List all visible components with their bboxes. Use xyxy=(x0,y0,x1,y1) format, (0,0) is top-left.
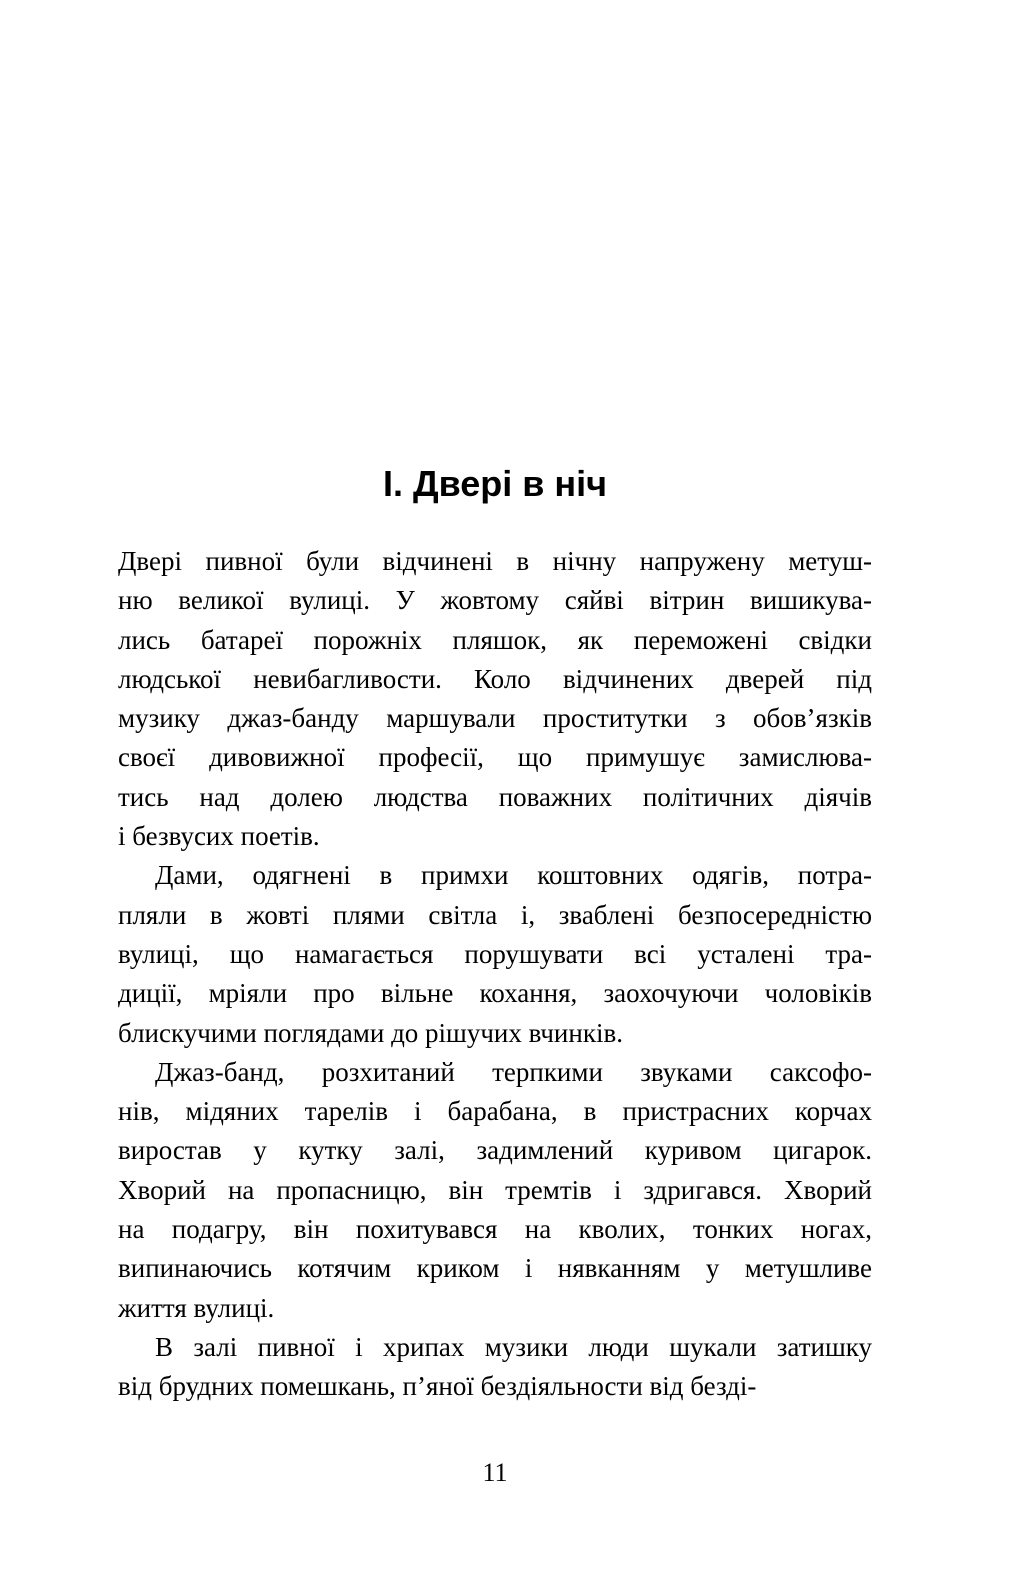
paragraph xyxy=(118,1053,872,1328)
text-line: музику джаз-банду маршували проститутки з обов’язків xyxy=(118,703,872,734)
text-line: людської невибагливости. Коло відчинених дверей під xyxy=(118,663,872,694)
text-line: своєї дивовижної професії, що примушує замислюва- xyxy=(118,742,872,773)
text-line: блискучими поглядами до рішучих вчинків. xyxy=(118,1017,623,1048)
text-line: і безвусих поетів. xyxy=(118,821,320,852)
text-line: ню великої вулиці. У жовтому сяйві вітрин вишикува- xyxy=(118,585,872,616)
text-line: пляли в жовті плями світла і, зваблені безпосередністю xyxy=(118,899,872,930)
text-line: диції, мріяли про вільне кохання, заохочуючи чоловіків xyxy=(118,978,872,1009)
text-line: лись батареї порожніх пляшок, як переможені свідки xyxy=(118,624,872,655)
chapter-title: І. Двері в ніч xyxy=(382,463,608,504)
text-line: Двері пивної були відчинені в нічну напружену метуш- xyxy=(118,546,872,576)
text-line: вулиці, що намагається порушувати всі усталені тра- xyxy=(118,938,872,969)
text-line: Дами, одягнені в примхи коштовних одягів, потра- xyxy=(155,860,872,891)
text-line: випинаючись котячим криком і нявканням у метушливе xyxy=(118,1253,872,1284)
text-line: В залі пивної і хрипах музики люди шукали затишку xyxy=(155,1331,872,1362)
text-line: Хворий на пропасницю, він тремтів і здригався. Хворий xyxy=(118,1174,872,1205)
body-text xyxy=(118,542,872,1407)
paragraph xyxy=(118,542,872,856)
text-line: тись над долею людства поважних політичних діячів xyxy=(118,781,872,812)
paragraph xyxy=(118,1328,872,1407)
text-line: від брудних помешкань, п’яної бездіяльности від безді- xyxy=(118,1371,757,1402)
text-line: виростав у кутку залі, задимлений куривом цигарок. xyxy=(118,1135,872,1166)
text-line: Джаз-банд, розхитаний терпкими звуками саксофо- xyxy=(155,1056,872,1087)
page-number: 11 xyxy=(482,1458,508,1487)
text-line: нів, мідяних тарелів і барабана, в пристрасних корчах xyxy=(118,1096,872,1127)
paragraph xyxy=(118,856,872,1052)
text-line: на подагру, він похитувався на кволих, тонких ногах, xyxy=(118,1214,872,1245)
text-line: життя вулиці. xyxy=(118,1292,275,1323)
